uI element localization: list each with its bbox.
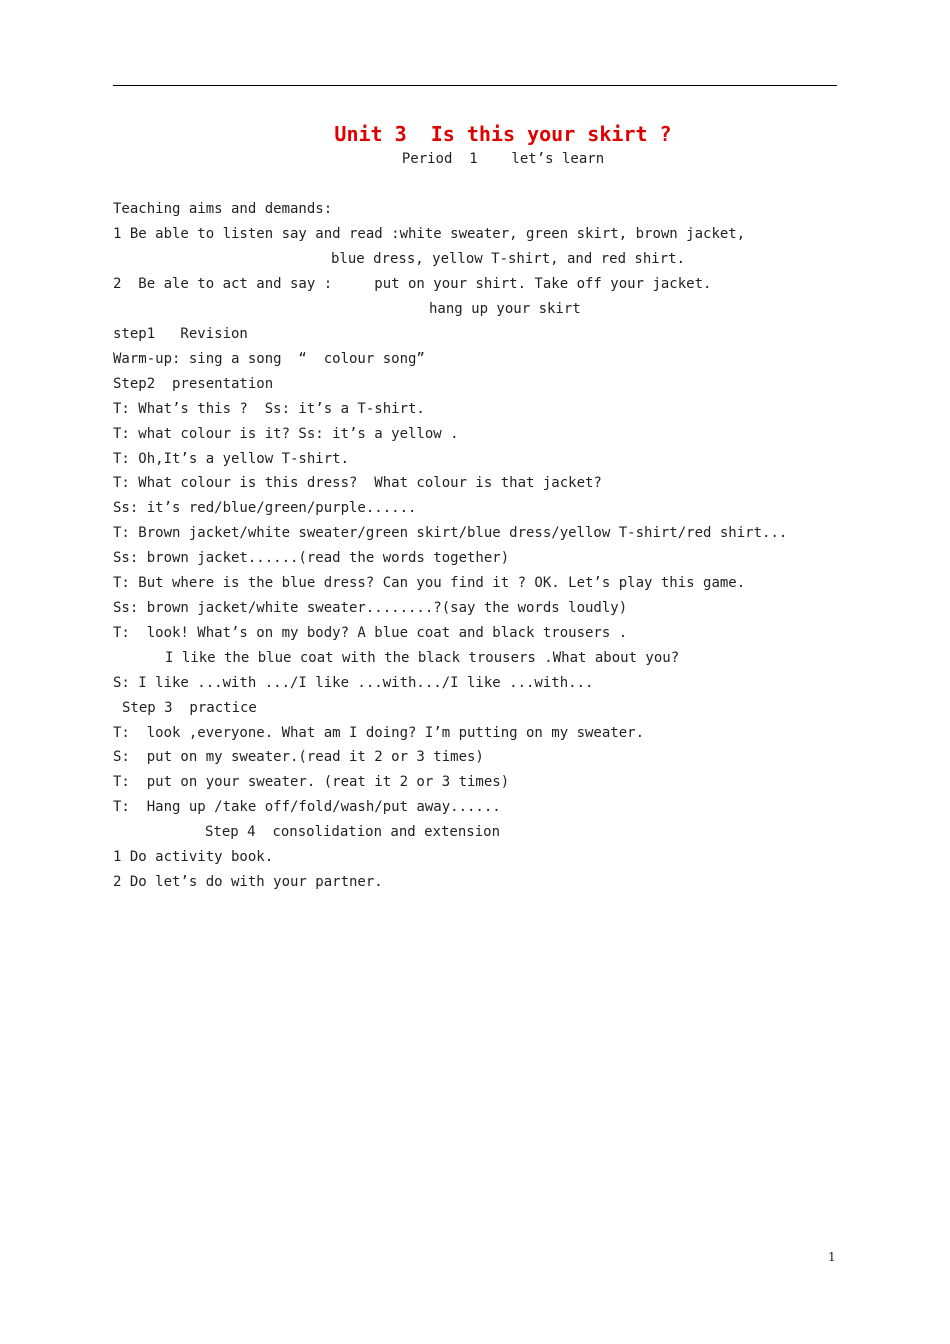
document-title: Unit 3 Is this your skirt ?: [334, 122, 672, 146]
body-line: Ss: it’s red/blue/green/purple......: [113, 500, 417, 516]
body-line: 2 Do let’s do with your partner.: [113, 874, 383, 890]
body-line: 1 Be able to listen say and read :white sweater, green skirt, brown jacket,: [113, 226, 746, 242]
body-line: blue dress, yellow T-shirt, and red shirt.: [331, 251, 686, 267]
body-line: T: But where is the blue dress? Can you find it ? OK. Let’s play this game.: [113, 575, 746, 591]
body-line: Teaching aims and demands:: [113, 201, 333, 217]
body-line: Step 3 practice: [122, 700, 257, 716]
body-line: step1 Revision: [113, 326, 248, 342]
body-line: T: put on your sweater. (reat it 2 or 3 times): [113, 774, 510, 790]
page-number: 1: [828, 1250, 836, 1264]
body-line: T: look! What’s on my body? A blue coat and black trousers .: [113, 625, 628, 641]
body-line: Ss: brown jacket......(read the words together): [113, 550, 510, 566]
body-line: 2 Be ale to act and say : put on your shirt. Take off your jacket.: [113, 276, 712, 292]
document-subtitle: Period 1 let’s learn: [401, 151, 605, 167]
body-line: T: Oh,It’s a yellow T-shirt.: [113, 451, 350, 467]
body-line: 1 Do activity book.: [113, 849, 274, 865]
body-line: S: put on my sweater.(read it 2 or 3 times): [113, 749, 484, 765]
body-line: T: what colour is it? Ss: it’s a yellow .: [113, 426, 459, 442]
body-line: Warm-up: sing a song “ colour song”: [113, 351, 425, 367]
body-line: S: I like ...with .../I like ...with.../I like ...with...: [113, 675, 594, 691]
body-line: T: Brown jacket/white sweater/green skirt/blue dress/yellow T-shirt/red shirt...: [113, 525, 788, 541]
body-line: Step2 presentation: [113, 376, 274, 392]
body-line: I like the blue coat with the black trousers .What about you?: [165, 650, 680, 666]
body-line: Ss: brown jacket/white sweater........?(say the words loudly): [113, 600, 628, 616]
header-rule: [113, 85, 837, 86]
body-line: Step 4 consolidation and extension: [205, 824, 501, 840]
body-line: T: Hang up /take off/fold/wash/put away......: [113, 799, 501, 815]
body-line: T: look ,everyone. What am I doing? I’m putting on my sweater.: [113, 725, 645, 741]
body-line: T: What’s this ? Ss: it’s a T-shirt.: [113, 401, 425, 417]
body-line: T: What colour is this dress? What colour is that jacket?: [113, 475, 602, 491]
body-line: hang up your skirt: [429, 301, 581, 317]
